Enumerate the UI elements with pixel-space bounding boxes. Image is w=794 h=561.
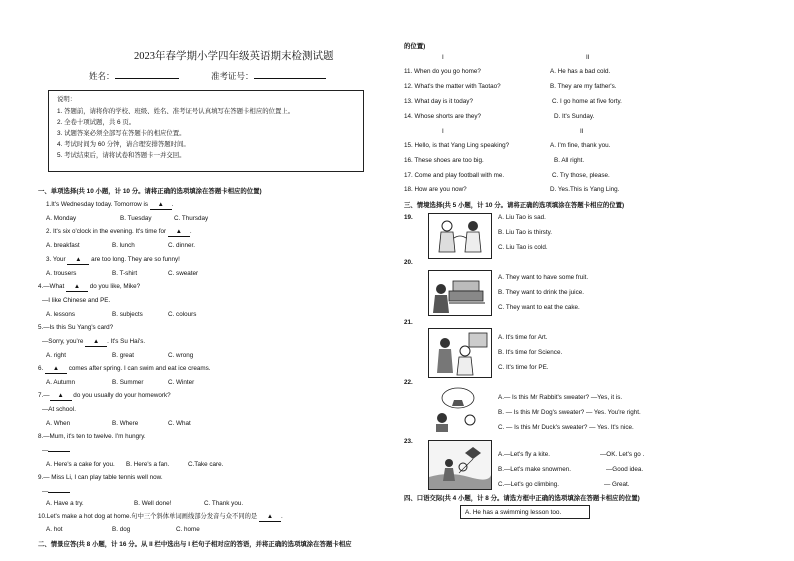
- option: A. trousers: [46, 270, 77, 277]
- match-answer: B. They are my father's.: [550, 83, 617, 90]
- picture-q23: [428, 440, 492, 490]
- option: A. Monday: [46, 215, 77, 222]
- instruction-item: 5. 考试结束后，请将试卷和答题卡一并交回。: [57, 152, 186, 159]
- option: A. hot: [46, 526, 63, 533]
- instruction-item: 1. 答题前，请将你的学校、班级、姓名、准考证号认真填写在答题卡相应的位置上。: [57, 108, 295, 115]
- option: C. What: [168, 420, 191, 427]
- question-6: 6. ▲ comes after spring. I can swim and eat ice creams.: [38, 365, 211, 372]
- name-field[interactable]: 姓名：: [89, 70, 179, 82]
- option: B.—Let's make snowmen.: [498, 466, 571, 473]
- option: A. Autumn: [46, 379, 76, 386]
- question-7: 7.— ▲ do you usually do your homework?: [38, 392, 171, 399]
- option: B. subjects: [112, 311, 143, 318]
- option: C. Winter: [168, 379, 195, 386]
- question-number: 22.: [404, 379, 413, 386]
- option: B. Here's a fan.: [126, 461, 170, 468]
- option: B. It's time for Science.: [498, 349, 563, 356]
- option: B. — Is this Mr Dog's sweater? — Yes. You're right.: [498, 409, 641, 416]
- question-number: 21.: [404, 319, 413, 326]
- match-question: 11. When do you go home?: [404, 68, 481, 75]
- match-answer: A. He has a bad cold.: [550, 68, 611, 75]
- match-question: 12. What's the matter with Taotao?: [404, 83, 501, 90]
- option: B. They want to drink the juice.: [498, 289, 584, 296]
- option: A. breakfast: [46, 242, 80, 249]
- column-label-ii: II: [586, 54, 590, 61]
- option: C. Liu Tao is cold.: [498, 244, 548, 251]
- option: A. lessons: [46, 311, 76, 318]
- match-question: 17. Come and play football with me.: [404, 172, 505, 179]
- option: A. right: [46, 352, 66, 359]
- question-8: 8.—Mum, it's ten to twelve. I'm hungry.: [38, 433, 146, 440]
- section1-heading: 一、单项选择(共 10 小题，计 10 分。请将正确的选项填涂在答题卡相应的位置): [38, 188, 262, 195]
- match-answer: C. I go home at five forty.: [552, 98, 622, 105]
- option: B. T-shirt: [112, 270, 138, 277]
- reply: —OK. Let's go .: [600, 451, 645, 458]
- option: A. They want to have some fruit.: [498, 274, 589, 281]
- option: B. Tuesday: [120, 215, 152, 222]
- option: A. Have a try.: [46, 500, 84, 507]
- option: B. Where: [112, 420, 139, 427]
- column-label-i: I: [442, 54, 444, 61]
- question-4: 4.—What ▲ do you like, Mike?: [38, 283, 141, 290]
- match-question: 15. Hello, is that Yang Ling speaking?: [404, 142, 510, 149]
- column-label-i: I: [442, 128, 444, 135]
- match-answer: D. Yes.This is Yang Ling.: [550, 186, 620, 193]
- question-5-line2: —Sorry, you're ▲ . It's Su Hai's.: [42, 338, 146, 345]
- option: C. It's time for PE.: [498, 364, 549, 371]
- question-5: 5.—Is this Su Yang's card?: [38, 324, 114, 331]
- question-9: 9.— Miss Li, I can play table tennis well now.: [38, 474, 163, 481]
- option: A. Liu Tao is sad.: [498, 214, 546, 221]
- match-answer: B. All right.: [554, 157, 585, 164]
- option: B. dog: [112, 526, 131, 533]
- match-question: 13. What day is it today?: [404, 98, 473, 105]
- option: C.—Let's go climbing.: [498, 481, 560, 488]
- picture-q21: [428, 328, 492, 378]
- option: C. They want to eat the cake.: [498, 304, 580, 311]
- question-2: 2. It's six o'clock in the evening. It's time for ▲ .: [46, 228, 192, 235]
- question-4-line2: —I like Chinese and PE.: [42, 297, 111, 304]
- section4-heading: 四、口语交际(共 4 小题，计 8 分。请选方框中正确的选项填涂在答题卡相应的位置): [404, 495, 640, 502]
- option: A. It's time for Art.: [498, 334, 548, 341]
- option: A.— Is this Mr Rabbit's sweater? —Yes, it is.: [498, 394, 623, 401]
- option: B. Summer: [112, 379, 144, 386]
- question-8-line2: —: [42, 447, 70, 455]
- option: C. sweater: [168, 270, 199, 277]
- option: A. Here's a cake for you.: [46, 461, 115, 468]
- option: B. great: [112, 352, 135, 359]
- option: C. — Is this Mr Duck's sweater? — Yes. It's nice.: [498, 424, 634, 431]
- match-answer: C. Try those, please.: [552, 172, 610, 179]
- option: B. lunch: [112, 242, 135, 249]
- option: A.—Let's fly a kite.: [498, 451, 550, 458]
- match-question: 18. How are you now?: [404, 186, 467, 193]
- picture-q22: [428, 386, 490, 432]
- option: C. home: [176, 526, 200, 533]
- section3-heading: 三、情境选择(共 5 小题，计 10 分。请将正确的选项填涂在答题卡相应的位置): [404, 202, 625, 209]
- instructions-box: [48, 90, 364, 172]
- option: C. Thursday: [174, 215, 209, 222]
- column-label-ii: II: [580, 128, 584, 135]
- page-title: 2023年春学期小学四年级英语期末检测试题: [134, 51, 334, 62]
- section2-heading: 二、情景应答(共 8 小题，计 16 分。从 II 栏中选出与 I 栏句子相对应的答语，并将正确的选项填涂在答题卡相应: [38, 541, 352, 548]
- question-10: 10.Let's make a hot dog at home.句中三个斜体单词画线部分发音与众不同的是 ▲ .: [38, 513, 283, 520]
- question-3: 3. Your ▲ are too long. They are so funny!: [46, 256, 180, 263]
- question-1: 1.It's Wednesday today. Tomorrow is ▲ .: [46, 201, 174, 208]
- match-question: 14. Whose shorts are they?: [404, 113, 482, 120]
- instruction-item: 3. 试题答案必须全部写在答题卡的相应位置。: [57, 130, 186, 137]
- option: B. Liu Tao is thirsty.: [498, 229, 553, 236]
- option: B. Well done!: [134, 500, 172, 507]
- answer-options-box: A. He has a swimming lesson too.: [460, 505, 590, 519]
- instruction-item: 2. 全卷十项试题，共 6 页。: [57, 119, 136, 126]
- match-answer: A. I'm fine, thank you.: [550, 142, 611, 149]
- question-9-line2: —: [42, 488, 70, 496]
- picture-q20: [428, 270, 492, 316]
- question-number: 20.: [404, 259, 413, 266]
- instruction-item: 4. 考试时间为 60 分钟，请合理安排答题时间。: [57, 141, 190, 148]
- match-answer: D. It's Sunday.: [554, 113, 595, 120]
- question-number: 19.: [404, 214, 413, 221]
- question-7-line2: —At school.: [42, 406, 76, 413]
- option: A. When: [46, 420, 71, 427]
- option: C. dinner.: [168, 242, 195, 249]
- section2-heading-cont: 的位置): [404, 43, 426, 50]
- reply: — Great.: [604, 481, 630, 488]
- question-number: 23.: [404, 438, 413, 445]
- option: C. Thank you.: [204, 500, 244, 507]
- picture-q19: [428, 213, 492, 259]
- option: C. wrong: [168, 352, 194, 359]
- exam-id-field[interactable]: 准考证号：: [211, 70, 326, 82]
- instructions-heading: 说明：: [57, 96, 77, 103]
- option: C. colours: [168, 311, 197, 318]
- match-question: 16. These shoes are too big.: [404, 157, 484, 164]
- option: C.Take care.: [188, 461, 224, 468]
- reply: —Good idea.: [606, 466, 644, 473]
